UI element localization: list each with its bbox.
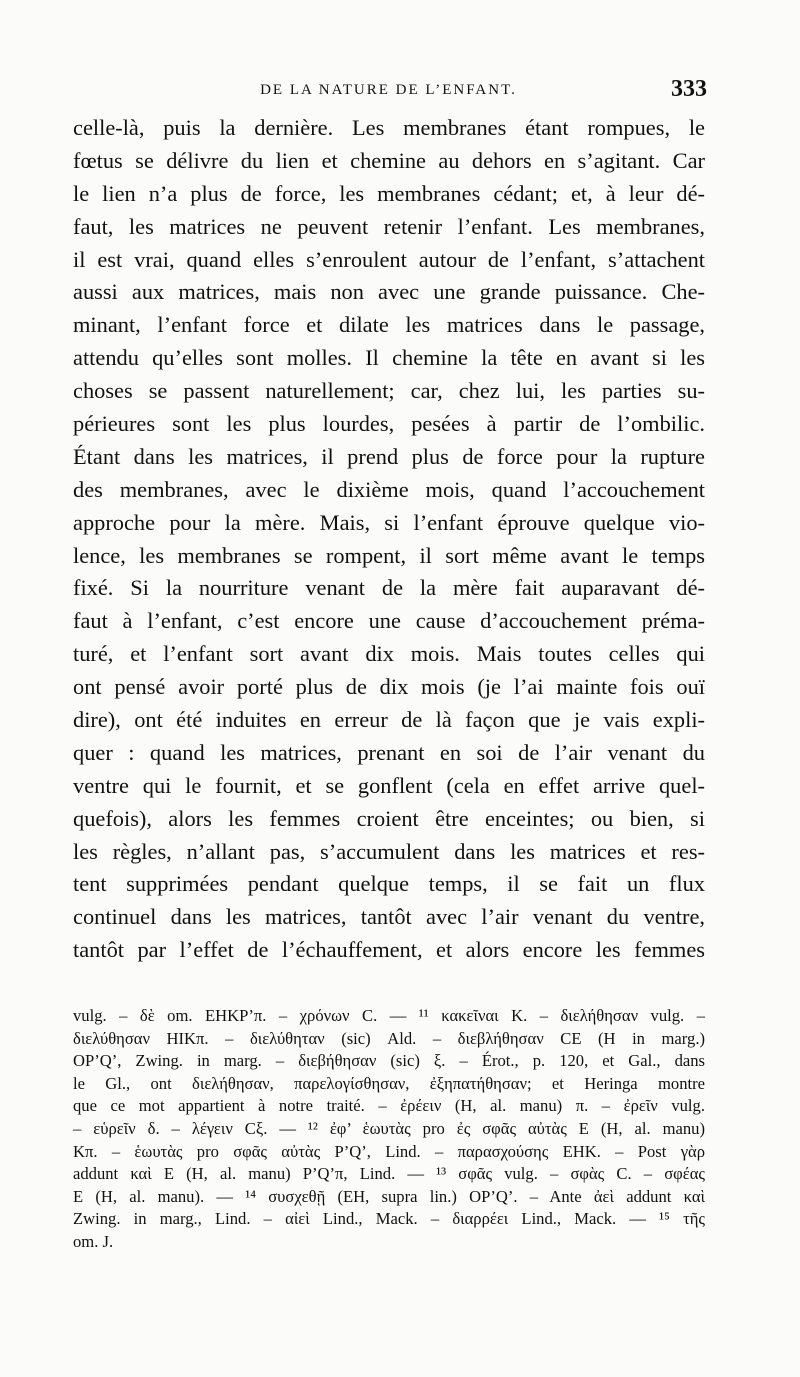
footnote-line: que ce mot appartient à notre traité. – ἐρέειν (H, al. manu) π. – ἐρεῖν vulg. (73, 1096, 705, 1116)
body-line: quefois), alors les femmes croient être enceintes; ou bien, si (73, 805, 705, 831)
body-line: dire), ont été induites en erreur de là façon que je vais expli- (73, 707, 705, 733)
running-title: DE LA NATURE DE L’ENFANT. (260, 82, 517, 98)
body-line: choses se passent naturellement; car, chez lui, les parties su- (73, 378, 705, 404)
body-line: Étant dans les matrices, il prend plus de force pour la rupture (73, 443, 705, 469)
footnote-line: διελύθησαν HIKπ. – διελύθηταν (sic) Ald. – διεβλήθησαν CE (H in marg.) (73, 1028, 705, 1048)
body-line: fœtus se délivre du lien et chemine au dehors en s’agitant. Car (73, 147, 705, 173)
body-line: turé, et l’enfant sort avant dix mois. Mais toutes celles qui (73, 641, 705, 667)
body-line: faut, les matrices ne peuvent retenir l’enfant. Les membranes, (73, 213, 705, 239)
body-line: aussi aux matrices, mais non avec une grande puissance. Che- (73, 279, 705, 305)
body-line: minant, l’enfant force et dilate les matrices dans le passage, (73, 312, 705, 338)
body-text (73, 112, 705, 967)
footnote-line: om. J. (73, 1231, 114, 1251)
footnote-line: addunt καὶ E (H, al. manu) P’Q’π, Lind. — ¹³ σφᾶς vulg. – σφὰς C. – σφέας (73, 1164, 705, 1184)
body-line: les règles, n’allant pas, s’accumulent dans les matrices et res- (73, 838, 705, 864)
body-line: ventre qui le fournit, et se gonflent (cela en effet arrive quel- (73, 772, 705, 798)
page-header (72, 78, 705, 102)
body-line: faut à l’enfant, c’est encore une cause d’accouchement préma- (73, 608, 705, 634)
page-number: 333 (671, 76, 707, 102)
footnote-line: Zwing. in marg., Lind. – αἰεὶ Lind., Mack. – διαρρέει Lind., Mack. — ¹⁵ τῆς (73, 1209, 705, 1229)
body-line: continuel dans les matrices, tantôt avec l’air venant du ventre, (73, 904, 705, 930)
body-line: des membranes, avec le dixième mois, quand l’accouchement (73, 476, 705, 502)
footnote-line: – εὑρεῖν δ. – λέγειν Cξ. — ¹² ἐφ’ ἑωυτὰς pro ἐς σφᾶς αὐτὰς E (H, al. manu) (73, 1118, 705, 1138)
footnote-line: OP’Q’, Zwing. in marg. – διεβήθησαν (sic) ξ. – Érot., p. 120, et Gal., dans (73, 1051, 705, 1071)
body-line: fixé. Si la nourriture venant de la mère fait auparavant dé- (73, 575, 705, 601)
body-line: quer : quand les matrices, prenant en soi de l’air venant du (73, 739, 705, 765)
body-line: périeures sont les plus lourdes, pesées à partir de l’ombilic. (73, 411, 705, 437)
body-line: le lien n’a plus de force, les membranes cédant; et, à leur dé- (73, 180, 705, 206)
body-line: attendu qu’elles sont molles. Il chemine la tête en avant si les (73, 345, 705, 371)
body-line: celle-là, puis la dernière. Les membranes étant rompues, le (73, 115, 705, 140)
body-line: tent supprimées pendant quelque temps, il se fait un flux (73, 871, 705, 897)
footnotes (73, 1005, 705, 1254)
footnote-line: le Gl., ont διελήθησαν, παρελογίσθησαν, ἐξηπατήθησαν; et Heringa montre (73, 1073, 705, 1093)
body-line: lence, les membranes se rompent, il sort même avant le temps (73, 542, 705, 568)
footnote-line: Kπ. – ἑωυτὰς pro σφᾶς αὐτὰς P’Q’, Lind. – παρασχούσης EHK. – Post γὰρ (73, 1141, 705, 1161)
body-line: il est vrai, quand elles s’enroulent autour de l’enfant, s’attachent (73, 246, 705, 272)
body-line: ont pensé avoir porté plus de dix mois (je l’ai mainte fois ouï (73, 674, 705, 700)
footnote-line: E (H, al. manu). — ¹⁴ συσχεθῇ (EH, supra lin.) OP’Q’. – Ante ἀεὶ addunt καὶ (73, 1186, 705, 1206)
footnote-line: vulg. – δὲ om. EHKP’π. – χρόνων C. — ¹¹ κακεῖναι K. – διελήθησαν vulg. – (73, 1006, 705, 1025)
body-line: tantôt par l’effet de l’échauffement, et alors encore les femmes (73, 937, 705, 963)
body-line: approche pour la mère. Mais, si l’enfant éprouve quelque vio- (73, 509, 705, 535)
